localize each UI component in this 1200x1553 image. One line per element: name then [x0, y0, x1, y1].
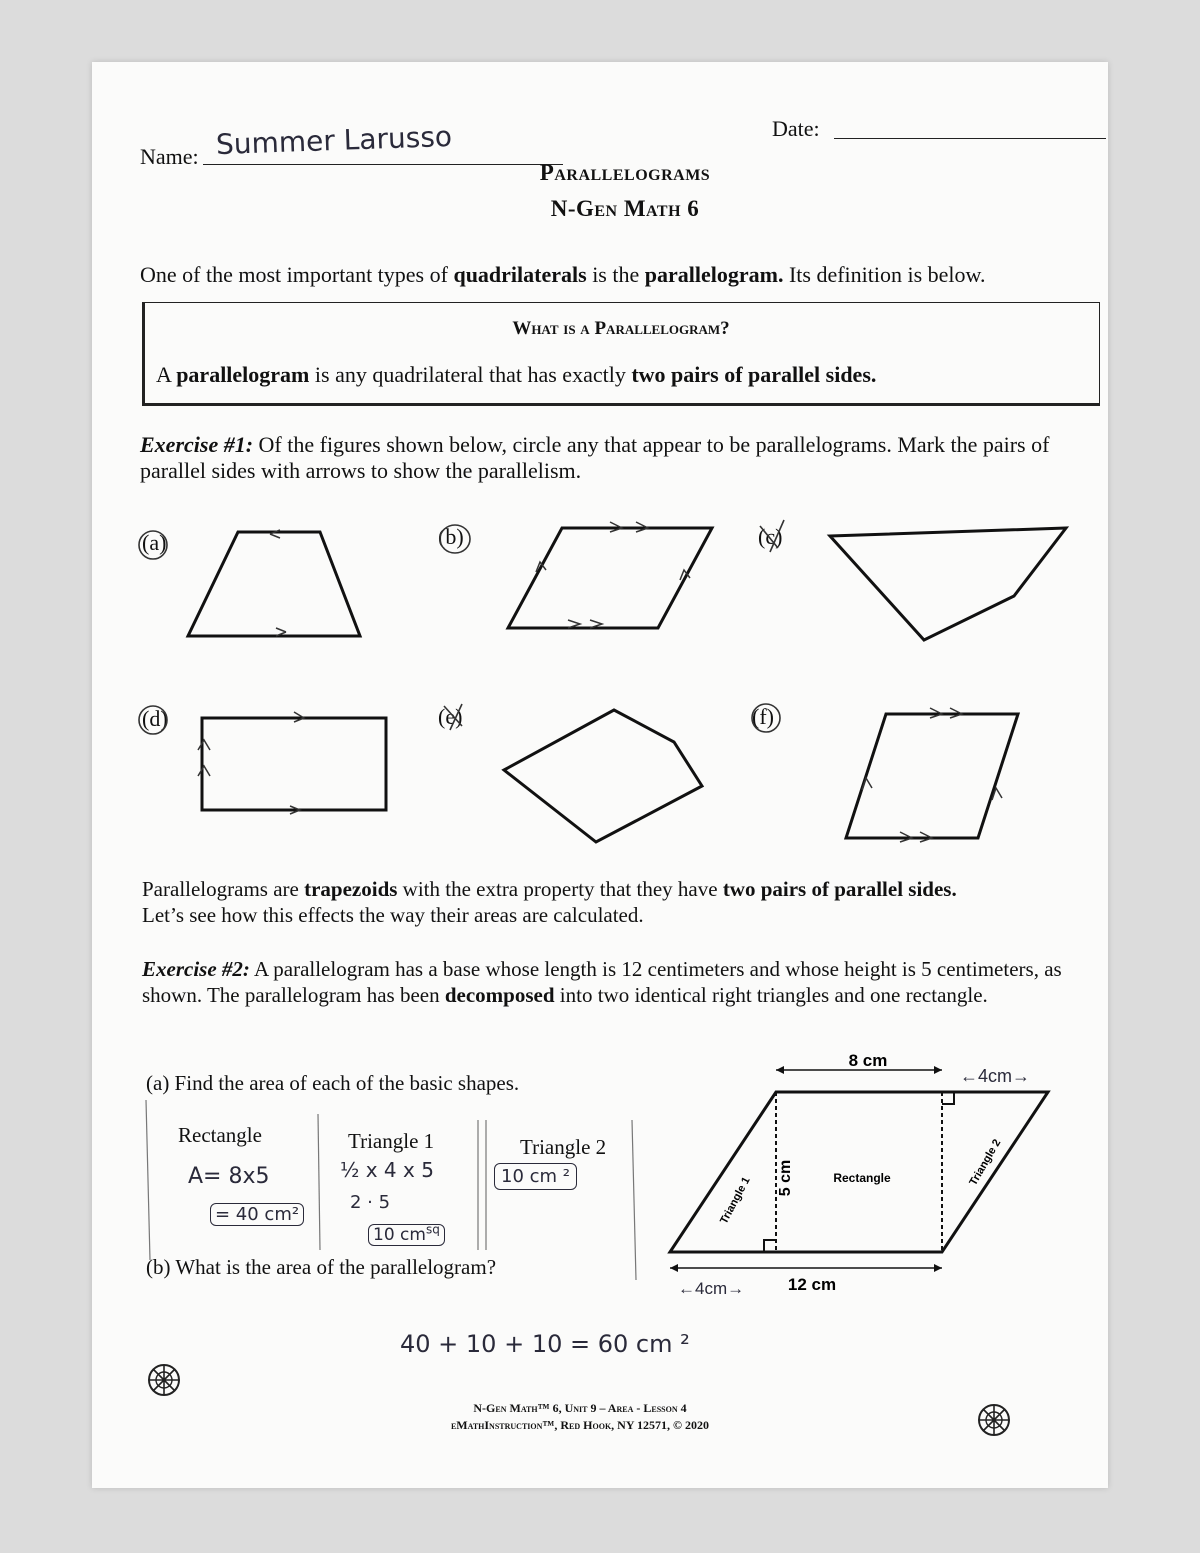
figure-label-b: (b)	[438, 524, 464, 549]
definition-text: A parallelogram is any quadrilateral that has exactly two pairs of parallel sides.	[156, 362, 877, 387]
top-dimension-label: 8 cm	[848, 1051, 888, 1070]
work-part-b: 40 + 10 + 10 = 60 cm ²	[400, 1330, 690, 1358]
base-hand-label: ←4cm→	[678, 1279, 745, 1298]
shape-f-parallelogram	[846, 714, 1018, 838]
exercise2-text: Exercise #2: A parallelogram has a base whose length is 12 centimeters and whose height is 5 centimeters, as shown. The parallelogram has been decomposed into two identical right triangles and one rectangle.	[142, 957, 1062, 1007]
footer-line2: eMathInstruction™, Red Hook, NY 12571, © 2020	[450, 1418, 710, 1432]
shape-e-pentagon	[504, 710, 702, 842]
exercise1-text: Exercise #1: Of the figures shown below, circle any that appear to be parallelograms. Mark the pairs of parallel sides with arrows to show the parallelism.	[140, 432, 1050, 483]
top-hand-label: ←4cm→	[960, 1066, 1031, 1086]
work-rectangle-line1: A= 8x5	[188, 1164, 270, 1189]
part-a-text: (a) Find the area of each of the basic shapes.	[146, 1071, 520, 1095]
work-divider	[146, 1100, 150, 1260]
figure-label-a: (a)	[142, 530, 167, 555]
work-triangle1-line3: 10 $cm^{sq}$	[368, 1222, 445, 1245]
rectangle-label: Rectangle	[833, 1171, 891, 1185]
right-angle-mark	[764, 1240, 776, 1252]
figure-label-c: (c)	[758, 524, 783, 549]
triangle1-label: Triangle 1	[717, 1175, 753, 1227]
right-angle-mark	[942, 1092, 954, 1104]
emath-logo-icon-right	[976, 1402, 1012, 1438]
circle-b	[440, 525, 470, 553]
intro-text: One of the most important types of quadrilaterals is the parallelogram. Its definition is below.	[140, 262, 986, 287]
col-triangle2-label: Triangle 2	[520, 1135, 607, 1159]
work-triangle2: 10 cm ²	[494, 1166, 577, 1187]
date-label: Date:	[772, 116, 820, 141]
base-dimension-label: 12 cm	[787, 1275, 837, 1294]
circle-d	[139, 706, 167, 734]
work-rectangle-line2: = 40 cm²	[210, 1204, 304, 1225]
cross-e	[444, 704, 462, 730]
work-divider	[632, 1120, 636, 1280]
height-label: 5 cm	[777, 1159, 794, 1197]
col-rectangle-label: Rectangle	[178, 1123, 262, 1147]
circle-f	[752, 704, 780, 732]
triangle2-label: Triangle 2	[967, 1137, 1004, 1188]
shape-a-trapezoid	[188, 532, 360, 636]
page-subtitle: N-Gen Math 6	[550, 196, 700, 221]
figure-label-e: (e)	[438, 704, 463, 729]
definition-title: What is a Parallelogram?	[512, 318, 730, 339]
work-divider	[318, 1114, 320, 1250]
parallelogram-diagram	[640, 1040, 1100, 1310]
footer-line1: N-Gen Math™ 6, Unit 9 – Area - Lesson 4	[473, 1401, 687, 1415]
work-triangle1-line2: 2 · 5	[350, 1192, 391, 1213]
page-title: Parallelograms	[539, 160, 711, 185]
name-value: Summer Larusso	[215, 119, 453, 162]
shape-d-rectangle	[202, 718, 386, 810]
transition-text: Parallelograms are trapezoids with the extra property that they have two pairs of parallel sides. Let’s see how this effects the way their areas are calculated.	[142, 877, 957, 927]
figure-label-d: (d)	[142, 706, 168, 731]
name-label: Name:	[140, 144, 199, 169]
shape-c-quadrilateral	[830, 528, 1066, 640]
emath-logo-icon	[146, 1362, 182, 1398]
arrow-mark	[198, 740, 210, 776]
cross-c	[760, 520, 784, 552]
work-triangle1-line1: ½ x 4 x 5	[340, 1158, 434, 1182]
circle-a	[139, 531, 167, 559]
part-b-text: (b) What is the area of the parallelogram?	[146, 1255, 497, 1279]
col-triangle1-label: Triangle 1	[348, 1129, 435, 1153]
figure-label-f: (f)	[752, 704, 774, 729]
